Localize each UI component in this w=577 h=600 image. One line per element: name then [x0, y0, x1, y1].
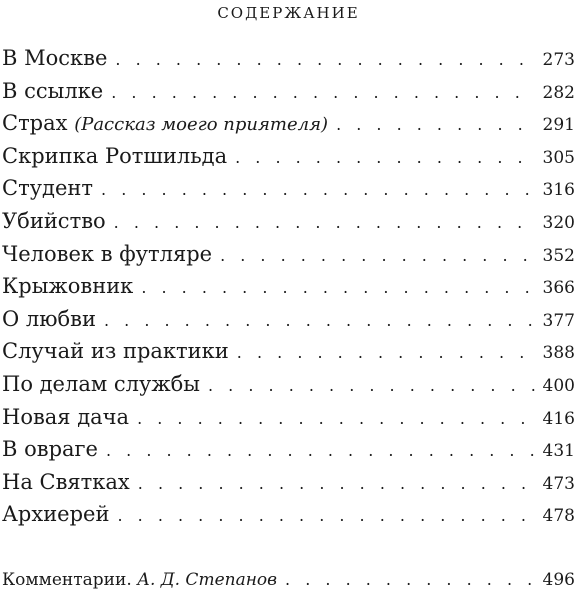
toc-entry-page: 282 [542, 82, 575, 103]
toc-entry[interactable] [2, 172, 575, 205]
toc-entry-page: 320 [542, 212, 575, 233]
toc-entry-title: Крыжовник [2, 274, 134, 299]
dot-leader [235, 142, 534, 175]
dot-leader [237, 337, 535, 370]
dot-leader [138, 468, 535, 501]
dot-leader [111, 77, 534, 110]
toc-entry[interactable] [2, 498, 575, 531]
toc-entry-page: 416 [542, 408, 575, 429]
toc-entry-page: 400 [542, 375, 575, 396]
toc-entry-title: Новая дача [2, 404, 130, 429]
toc-entry-title: По делам службы [2, 371, 200, 396]
dot-leader [141, 272, 534, 305]
table-of-contents [2, 42, 575, 531]
toc-entry[interactable] [2, 401, 575, 434]
commentary-label: Комментарии. [2, 570, 132, 590]
toc-entry[interactable] [2, 75, 575, 108]
toc-entry[interactable] [2, 107, 575, 140]
toc-entry[interactable] [2, 42, 575, 75]
commentary-title-wrap [2, 570, 277, 590]
page-header: СОДЕРЖАНИЕ [217, 4, 360, 22]
toc-entry-title: В овраге [2, 437, 98, 462]
toc-entry[interactable] [2, 238, 575, 271]
toc-entry[interactable] [2, 270, 575, 303]
toc-entry-title: Страх [2, 111, 68, 136]
toc-entry-title-wrap [2, 107, 328, 142]
toc-entry[interactable] [2, 205, 575, 238]
dot-leader [106, 435, 535, 468]
commentary-page: 496 [542, 570, 575, 590]
toc-entry-page: 273 [542, 50, 575, 70]
toc-entry-page: 316 [542, 180, 575, 201]
toc-entry-title: Убийство [2, 208, 106, 233]
dot-leader [101, 174, 535, 207]
toc-entry-subtitle: (Рассказ моего приятеля) [74, 114, 329, 136]
dot-leader [117, 500, 534, 533]
toc-entry[interactable] [2, 433, 575, 466]
commentary-author: А. Д. Степанов [137, 570, 278, 590]
toc-entry[interactable] [2, 140, 575, 173]
toc-entry-title: Случай из практики [2, 339, 229, 364]
dot-leader [285, 570, 535, 589]
toc-entry-title: В Москве [2, 46, 108, 70]
toc-entry-title: Архиерей [2, 502, 110, 527]
toc-entry-page: 377 [542, 310, 575, 331]
dot-leader [208, 370, 535, 403]
dot-leader [115, 44, 534, 77]
toc-entry[interactable] [2, 303, 575, 336]
dot-leader [137, 403, 534, 436]
toc-entry-page: 352 [542, 245, 575, 266]
commentary-entry[interactable] [2, 570, 575, 590]
toc-entry-page: 431 [542, 441, 575, 462]
toc-entry[interactable] [2, 335, 575, 368]
dot-leader [114, 207, 535, 240]
toc-entry-title: О любви [2, 306, 96, 331]
toc-entry-page: 305 [542, 147, 575, 168]
toc-entry-title: Студент [2, 176, 94, 201]
toc-entry-page: 473 [542, 473, 575, 494]
toc-entry-page: 478 [542, 506, 575, 527]
toc-entry-page: 388 [542, 343, 575, 364]
toc-entry-title: На Святках [2, 469, 130, 494]
dot-leader [220, 240, 534, 273]
toc-entry-page: 291 [542, 115, 575, 136]
toc-entry-title: Скрипка Ротшильда [2, 143, 228, 168]
toc-entry-page: 366 [542, 278, 575, 299]
toc-entry[interactable] [2, 368, 575, 401]
toc-entry[interactable] [2, 466, 575, 499]
dot-leader [336, 109, 534, 142]
dot-leader [104, 305, 535, 338]
toc-entry-title: Человек в футляре [2, 241, 213, 266]
toc-entry-title: В ссылке [2, 78, 104, 103]
